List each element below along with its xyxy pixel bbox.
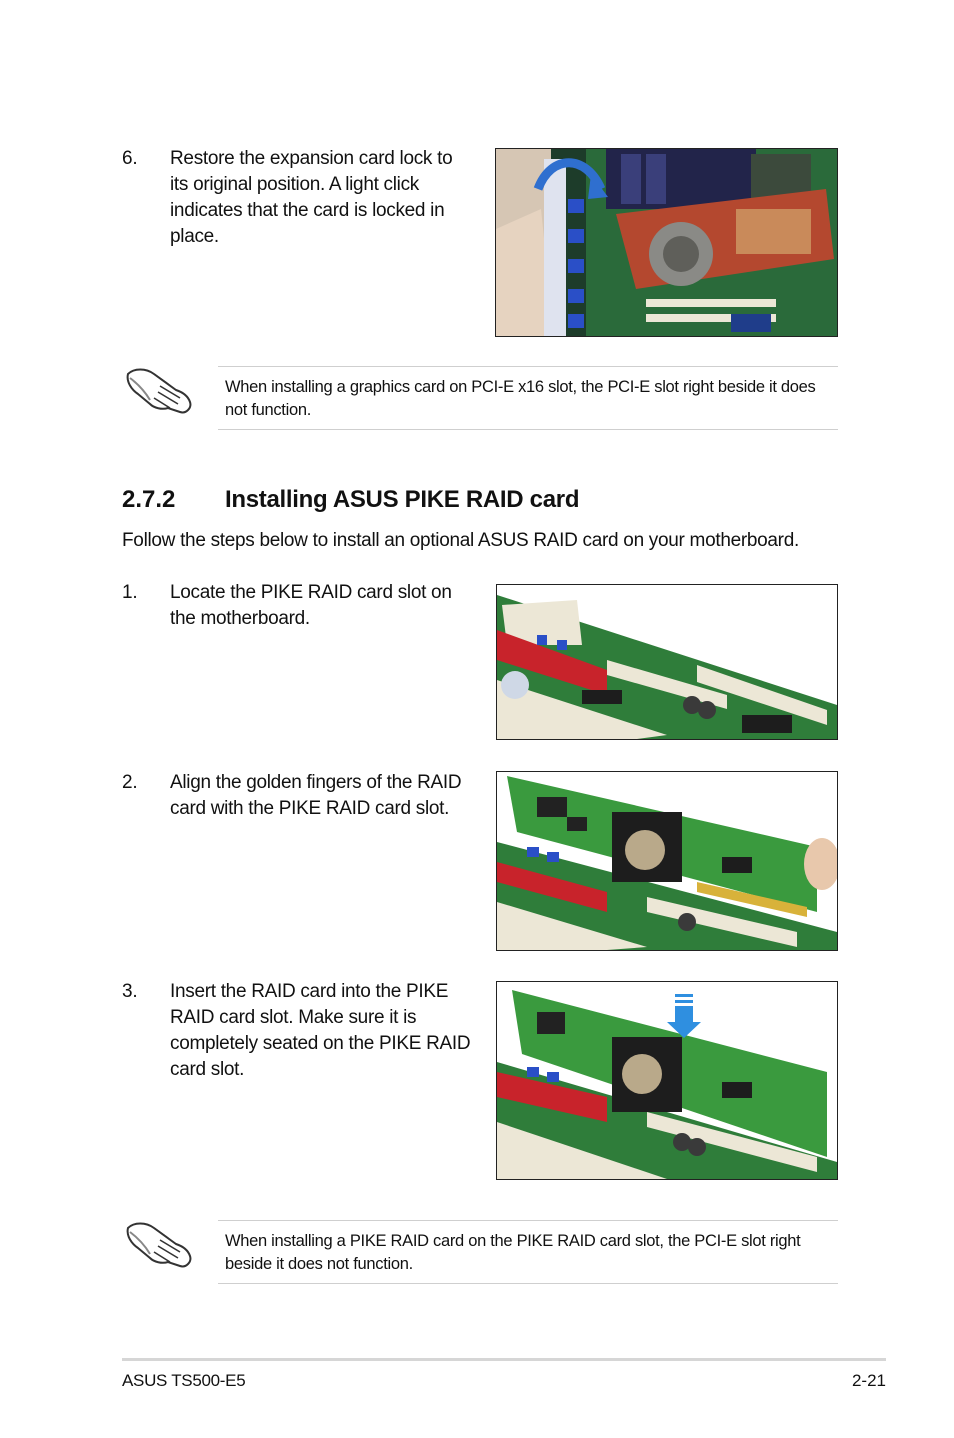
section-title: Installing ASUS PIKE RAID card	[225, 486, 580, 513]
step-1-number: 1.	[122, 582, 138, 603]
section-number: 2.7.2	[122, 486, 176, 513]
photo-pike-slot	[496, 584, 838, 740]
step-3-number: 3.	[122, 981, 138, 1002]
section-intro: Follow the steps below to install an optional ASUS RAID card on your motherboard.	[122, 530, 799, 551]
photo-expansion-card-lock	[495, 148, 838, 337]
step-2-text: Align the golden fingers of the RAID card with the PIKE RAID card slot.	[170, 772, 462, 819]
note-text-2: When installing a PIKE RAID card on the PIKE RAID card slot, the PCI-E slot right beside it does not function.	[225, 1232, 801, 1273]
photo-insert-raid-card	[496, 981, 838, 1180]
note-hand-icon-2	[124, 1214, 194, 1270]
footer-product-name: ASUS TS500-E5	[122, 1371, 246, 1390]
step-3-text: Insert the RAID card into the PIKE RAID card slot. Make sure it is completely seated on the PIKE RAID card slot.	[170, 981, 471, 1080]
note-text: When installing a graphics card on PCI-E x16 slot, the PCI-E slot right beside it does not function.	[225, 378, 816, 419]
step-1-text: Locate the PIKE RAID card slot on the motherboard.	[170, 582, 452, 629]
footer-page-number: 2-21	[851, 1371, 886, 1390]
note-box-pike-raid	[218, 1220, 838, 1284]
note-hand-icon	[124, 360, 194, 416]
note-box-graphics-card	[218, 366, 838, 430]
footer-divider	[122, 1358, 886, 1361]
step-6-number: 6.	[122, 148, 138, 169]
photo-align-raid-card	[496, 771, 838, 951]
step-2-number: 2.	[122, 772, 138, 793]
step-6-text: Restore the expansion card lock to its original position. A light click indicates that the card is locked in place.	[170, 148, 453, 247]
